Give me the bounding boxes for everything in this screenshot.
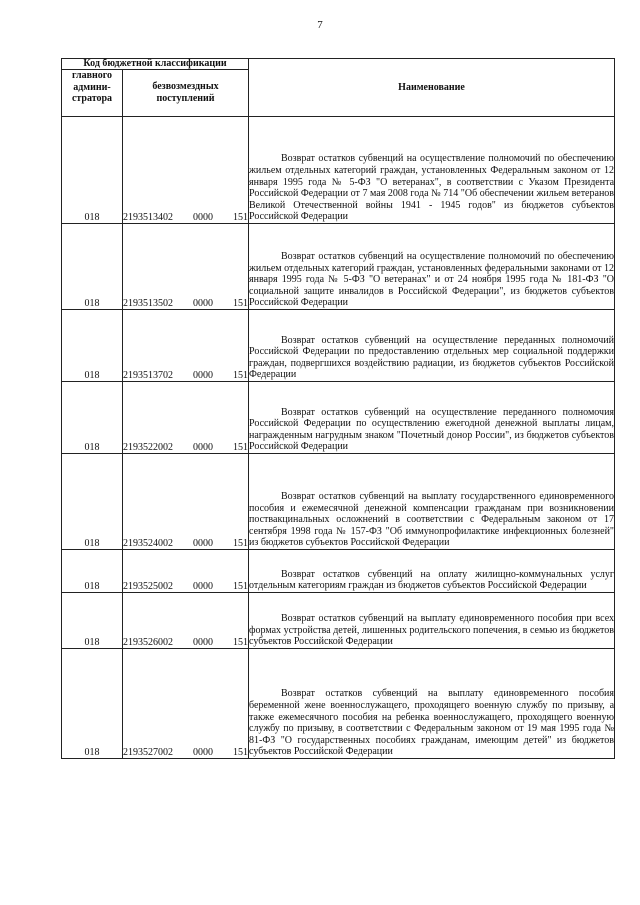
- budget-code-cell: 2193526002 0000 151: [123, 593, 249, 649]
- description-cell: Возврат остатков субвенций на осуществление полномочий по обеспечению жильем отдельных категорий граждан, установленных федеральными законами от 12 января 1995 года № 5-ФЗ "О ветеранах" и от 24 ноября 1995 года № 181-ФЗ "О социальной защите инвалидов в Российской Федерации", из бюджетов субъектов Российской Федерации: [249, 224, 615, 310]
- description-cell: Возврат остатков субвенций на выплату единовременного пособия при всех формах устройства детей, лишенных родительского попечения, в семью из бюджетов субъектов Российской Федерации: [249, 593, 615, 649]
- admin-code-cell: 018: [62, 454, 123, 550]
- description-cell: Возврат остатков субвенций на оплату жилищно-коммунальных услуг отдельным категориям граждан из бюджетов субъектов Российской Федерации: [249, 550, 615, 593]
- admin-code-cell: 018: [62, 117, 123, 224]
- description-cell: Возврат остатков субвенций на выплату государственного единовременного пособия и ежемесячной денежной компенсации гражданам при возникновении поствакцинальных осложнений в соответствии с Федеральным законом от 17 сентября 1998 года № 157-ФЗ "Об иммунопрофилактике инфекционных болезней" из бюджетов субъектов Российской Федерации: [249, 454, 615, 550]
- table-row: [62, 550, 615, 593]
- admin-code-cell: 018: [62, 382, 123, 454]
- budget-code-cell: 2193513502 0000 151: [123, 224, 249, 310]
- admin-code-cell: 018: [62, 593, 123, 649]
- table-row: [62, 117, 615, 224]
- header-name: Наименование: [249, 59, 615, 117]
- table-row: [62, 454, 615, 550]
- admin-code-cell: 018: [62, 649, 123, 759]
- table-row: [62, 382, 615, 454]
- budget-code-cell: 2193525002 0000 151: [123, 550, 249, 593]
- budget-code-cell: 2193513702 0000 151: [123, 310, 249, 382]
- page-number: 7: [317, 19, 323, 31]
- budget-code-cell: 2193524002 0000 151: [123, 454, 249, 550]
- description-cell: Возврат остатков субвенций на осуществление переданных полномочий Российской Федерации по предоставлению отдельных мер социальной поддержки граждан, подвергшихся воздействию радиации, из бюджетов субъектов Российской Федерации: [249, 310, 615, 382]
- table-row: [62, 310, 615, 382]
- table-row: [62, 224, 615, 310]
- header-admin: главного админи-стратора: [62, 70, 123, 117]
- description-cell: Возврат остатков субвенций на осуществление переданного полномочия Российской Федерации по осуществлению ежегодной денежной выплаты лицам, награжденным нагрудным знаком "Почетный донор России", из бюджетов субъектов Российской Федерации: [249, 382, 615, 454]
- description-cell: Возврат остатков субвенций на осуществление полномочий по обеспечению жильем отдельных категорий граждан, установленных Федеральным законом от 12 января 1995 года № 5-ФЗ "О ветеранах", в соответствии с Указом Президента Российской Федерации от 7 мая 2008 года № 714 "Об обеспечении жильем ветеранов Великой Отечественной войны 1941 - 1945 годов" из бюджетов субъектов Российской Федерации: [249, 117, 615, 224]
- description-cell: Возврат остатков субвенций на выплату единовременного пособия беременной жене военнослужащего, проходящего военную службу по призыву, а также ежемесячного пособия на ребенка военнослужащего, проходящего военную службу по призыву, в соответствии с Федеральным законом от 19 мая 1995 года № 81-ФЗ "О государственных пособиях гражданам, имеющим детей" из бюджетов субъектов Российской Федерации: [249, 649, 615, 759]
- header-code: безвозмездных поступлений: [123, 70, 249, 117]
- budget-code-cell: 2193522002 0000 151: [123, 382, 249, 454]
- header-code-group: Код бюджетной классификации: [62, 59, 249, 70]
- table-row: [62, 593, 615, 649]
- budget-classification-table: [61, 58, 615, 759]
- admin-code-cell: 018: [62, 224, 123, 310]
- admin-code-cell: 018: [62, 310, 123, 382]
- budget-code-cell: 2193513402 0000 151: [123, 117, 249, 224]
- budget-code-cell: 2193527002 0000 151: [123, 649, 249, 759]
- table-row: [62, 649, 615, 759]
- admin-code-cell: 018: [62, 550, 123, 593]
